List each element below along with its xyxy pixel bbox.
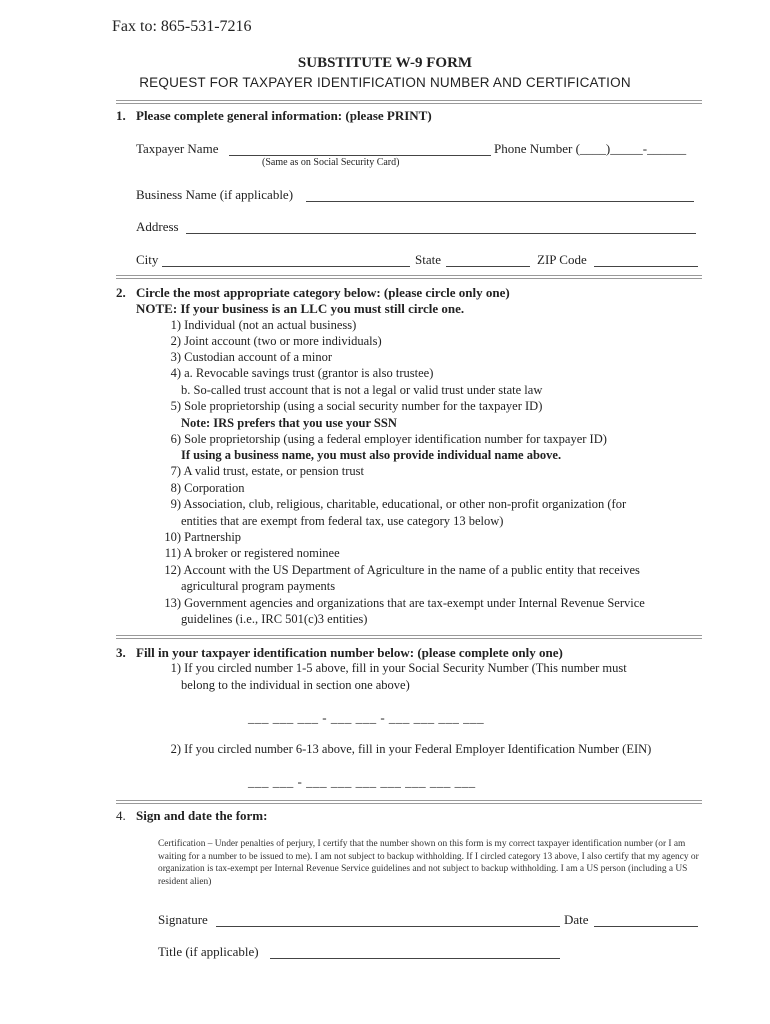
category-number: 5)	[170, 399, 181, 413]
category-number: 10)	[164, 530, 181, 544]
category-text: Partnership	[184, 530, 242, 544]
city-field[interactable]	[162, 266, 410, 267]
section-number: 2.	[116, 285, 126, 300]
category-item[interactable]	[158, 318, 356, 333]
title-field[interactable]	[270, 958, 560, 959]
category-text: Joint account (two or more individuals)	[184, 334, 382, 348]
fax-number: Fax to: 865-531-7216	[112, 18, 252, 35]
category-text: A broker or registered nominee	[183, 546, 340, 560]
llc-note: NOTE: If your business is an LLC you must still circle one.	[136, 301, 465, 316]
business-name-label: Business Name (if applicable)	[136, 187, 294, 202]
category-item[interactable]	[158, 432, 607, 447]
category-text: Corporation	[184, 481, 245, 495]
date-label: Date	[564, 912, 589, 927]
section-3-heading	[116, 645, 563, 661]
category-item[interactable]	[158, 481, 245, 496]
category-text: Sole proprietorship (using a federal employer identification number for taxpayer ID)	[184, 432, 607, 446]
category-text: Sole proprietorship (using a social security number for the taxpayer ID)	[184, 399, 543, 413]
category-item[interactable]	[158, 366, 433, 381]
category-item[interactable]	[158, 399, 542, 414]
category-number: 11)	[164, 546, 181, 560]
section-number: 4.	[116, 808, 126, 823]
state-field[interactable]	[446, 266, 530, 267]
category-item[interactable]	[158, 497, 626, 512]
ssn-instruction-text: belong to the individual in section one above)	[181, 678, 410, 692]
section-2-heading	[116, 285, 510, 301]
taxpayer-name-note: (Same as on Social Security Card)	[262, 157, 400, 168]
taxpayer-name-label: Taxpayer Name	[136, 141, 219, 156]
ein-instruction-text: If you circled number 6-13 above, fill in your Federal Employer Identification Number (EIN)	[184, 742, 652, 756]
signature-label: Signature	[158, 912, 208, 927]
divider	[116, 635, 702, 639]
section-number: 3.	[116, 645, 126, 660]
item-number: 1)	[170, 661, 181, 675]
address-field[interactable]	[186, 233, 696, 234]
section-title: Circle the most appropriate category below: (please circle only one)	[136, 285, 510, 300]
form-title: SUBSTITUTE W-9 FORM	[297, 55, 473, 71]
category-text: entities that are exempt from federal tax, use category 13 below)	[181, 514, 504, 528]
category-item[interactable]	[158, 464, 364, 479]
category-text: A valid trust, estate, or pension trust	[183, 464, 364, 478]
certification-text: Certification – Under penalties of perjury, I certify that the number shown on this form is my correct taxpayer identification number (or I am waiting for a number to be issued to me). I am not subject to backup withholding. If I circled category 13 above, I also certify that my agency or organization is tax-exempt per Internal Revenue Service guidelines and not subject to backup withholding. I am a US person (including a US resident alien)	[158, 839, 699, 887]
address-label: Address	[136, 219, 179, 234]
section-1-heading	[116, 108, 432, 124]
zip-label: ZIP Code	[537, 252, 587, 267]
category-item[interactable]	[158, 334, 382, 349]
category-item[interactable]	[158, 563, 640, 578]
category-text: agricultural program payments	[181, 579, 336, 593]
ssn-instruction	[158, 661, 627, 676]
section-number: 1.	[116, 108, 126, 123]
item-number: 2)	[170, 742, 181, 756]
category-text: Individual (not an actual business)	[184, 318, 357, 332]
city-label: City	[136, 252, 159, 267]
phone-number-field[interactable]: Phone Number (____)_____-______	[494, 141, 687, 156]
signature-field[interactable]	[216, 926, 560, 927]
taxpayer-name-field[interactable]	[229, 155, 491, 156]
category-text: b. So-called trust account that is not a legal or valid trust under state law	[181, 383, 543, 397]
ssn-instruction-text: If you circled number 1-5 above, fill in your Social Security Number (This number must	[184, 661, 627, 675]
category-number: 9)	[170, 497, 181, 511]
section-title: Fill in your taxpayer identification number below: (please complete only one)	[136, 645, 563, 660]
business-name-note: If using a business name, you must also provide individual name above.	[181, 448, 562, 462]
category-item[interactable]	[158, 350, 332, 365]
category-item[interactable]	[158, 596, 645, 611]
category-text: guidelines (i.e., IRC 501(c)3 entities)	[181, 612, 368, 626]
category-number: 1)	[170, 318, 181, 332]
ein-instruction	[158, 742, 651, 757]
state-label: State	[415, 252, 441, 267]
category-number: 6)	[170, 432, 181, 446]
category-number: 13)	[164, 596, 181, 610]
ssn-note: Note: IRS prefers that you use your SSN	[181, 416, 397, 430]
category-number: 8)	[170, 481, 181, 495]
category-text: Account with the US Department of Agriculture in the name of a public entity that receives	[183, 563, 640, 577]
section-title: Sign and date the form:	[136, 808, 268, 823]
business-name-field[interactable]	[306, 201, 694, 202]
zip-field[interactable]	[594, 266, 698, 267]
form-subtitle: REQUEST FOR TAXPAYER IDENTIFICATION NUMBER AND CERTIFICATION	[139, 75, 631, 90]
date-field[interactable]	[594, 926, 698, 927]
ein-input[interactable]: ___ ___ - ___ ___ ___ ___ ___ ___ ___	[248, 774, 476, 789]
category-item[interactable]	[158, 530, 241, 545]
category-text: a. Revocable savings trust (grantor is also trustee)	[184, 366, 434, 380]
category-text: Association, club, religious, charitable, educational, or other non-profit organization (for	[183, 497, 627, 511]
category-item[interactable]	[158, 546, 340, 561]
ssn-input[interactable]: ___ ___ ___ - ___ ___ - ___ ___ ___ ___	[248, 710, 485, 725]
divider	[116, 100, 702, 104]
category-number: 3)	[170, 350, 181, 364]
category-text: Government agencies and organizations that are tax-exempt under Internal Revenue Service	[184, 596, 645, 610]
divider	[116, 275, 702, 279]
title-label: Title (if applicable)	[158, 944, 259, 959]
divider	[116, 800, 702, 804]
section-title: Please complete general information: (please PRINT)	[136, 108, 432, 123]
category-number: 4)	[170, 366, 181, 380]
category-number: 2)	[170, 334, 181, 348]
section-4-heading	[116, 808, 267, 824]
category-number: 12)	[164, 563, 181, 577]
category-number: 7)	[170, 464, 181, 478]
category-text: Custodian account of a minor	[184, 350, 333, 364]
